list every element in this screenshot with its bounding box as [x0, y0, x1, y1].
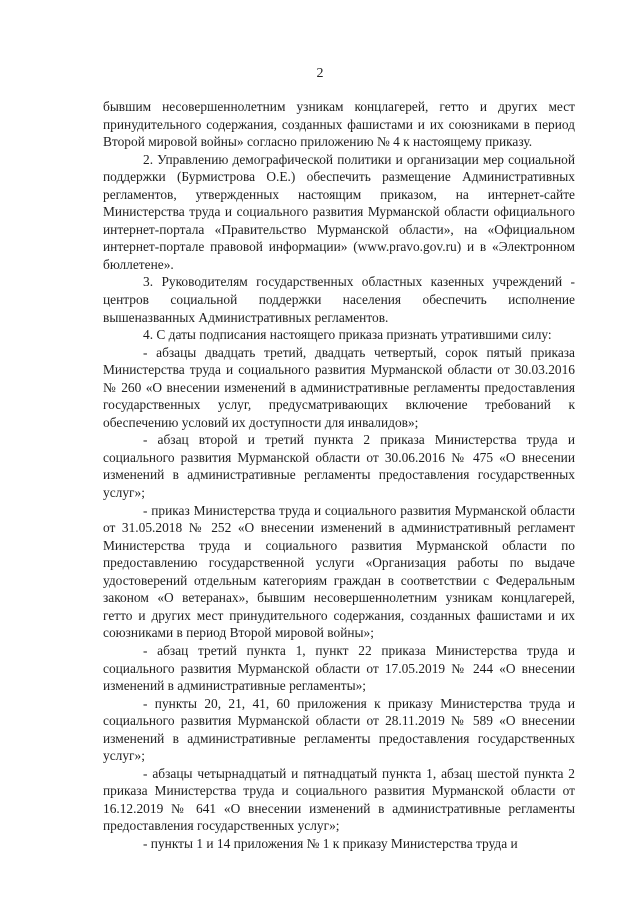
list-item: - приказ Министерства труда и социального развития Мурманской области от 31.05.2018 № 252 «О внесении изменений в административный регламент Министерства труда и социального развития Мурманской области по предоставлению государственной услуги «Организация работы по выдаче удостоверений отдельным категориям граждан в соответствии с Федеральным законом «О ветеранах», бывшим несовершеннолетним узникам концлагерей, гетто и других мест принудительного содержания, созданных фашистами и их союзниками в период Второй мировой войны»; [103, 502, 575, 641]
paragraph-continuation: бывшим несовершеннолетним узникам концлагерей, гетто и других мест принудительного содержания, созданных фашистами и их союзниками в период Второй мировой войны» согласно приложению № 4 к настоящему приказу. [103, 99, 575, 150]
page-number: 2 [316, 66, 324, 81]
list-item: - пункты 20, 21, 41, 60 приложения к приказу Министерства труда и социального развития Мурманской области от 28.11.2019 № 589 «О внесении изменений в административные регламенты предоставления государственных услуг»; [103, 695, 575, 764]
list-item: - абзацы четырнадцатый и пятнадцатый пункта 1, абзац шестой пункта 2 приказа Министерства труда и социального развития Мурманской области от 16.12.2019 № 641 «О внесении изменений в административные регламенты предоставления государственных услуг»; [103, 765, 575, 834]
list-item: - абзац второй и третий пункта 2 приказа Министерства труда и социального развития Мурманской области от 30.06.2016 № 475 «О внесении изменений в административные регламенты предоставления государственных услуг»; [103, 432, 575, 501]
paragraph-item-2: 2. Управлению демографической политики и организации мер социальной поддержки (Бурмистрова О.Е.) обеспечить размещение Административных регламентов, утвержденных настоящим приказом, на интернет-сайте Министерства труда и социального развития Мурманской области официального интернет-портала «Правительство Мурманской области», на «Официальном интернет-портале правовой информации» (www.pravo.gov.ru) и в «Электронном бюллетене». [103, 151, 575, 272]
document-body [103, 98, 575, 853]
list-item: - абзацы двадцать третий, двадцать четвертый, сорок пятый приказа Министерства труда и социального развития Мурманской области от 30.03.2016 № 260 «О внесении изменений в административные регламенты предоставления государственных услуг, предусматривающих включение требований к обеспечению условий их доступности для инвалидов»; [103, 344, 575, 430]
paragraph-item-3: 3. Руководителям государственных областных казенных учреждений - центров социальной поддержки населения обеспечить исполнение вышеназванных Административных регламентов. [103, 274, 575, 325]
list-item: - пункты 1 и 14 приложения № 1 к приказу Министерства труда и [143, 835, 518, 851]
list-item: - абзац третий пункта 1, пункт 22 приказа Министерства труда и социального развития Мурманской области от 17.05.2019 № 244 «О внесении изменений в административные регламенты»; [103, 642, 575, 694]
paragraph-item-4: 4. С даты подписания настоящего приказа признать утратившими силу: [143, 327, 552, 343]
